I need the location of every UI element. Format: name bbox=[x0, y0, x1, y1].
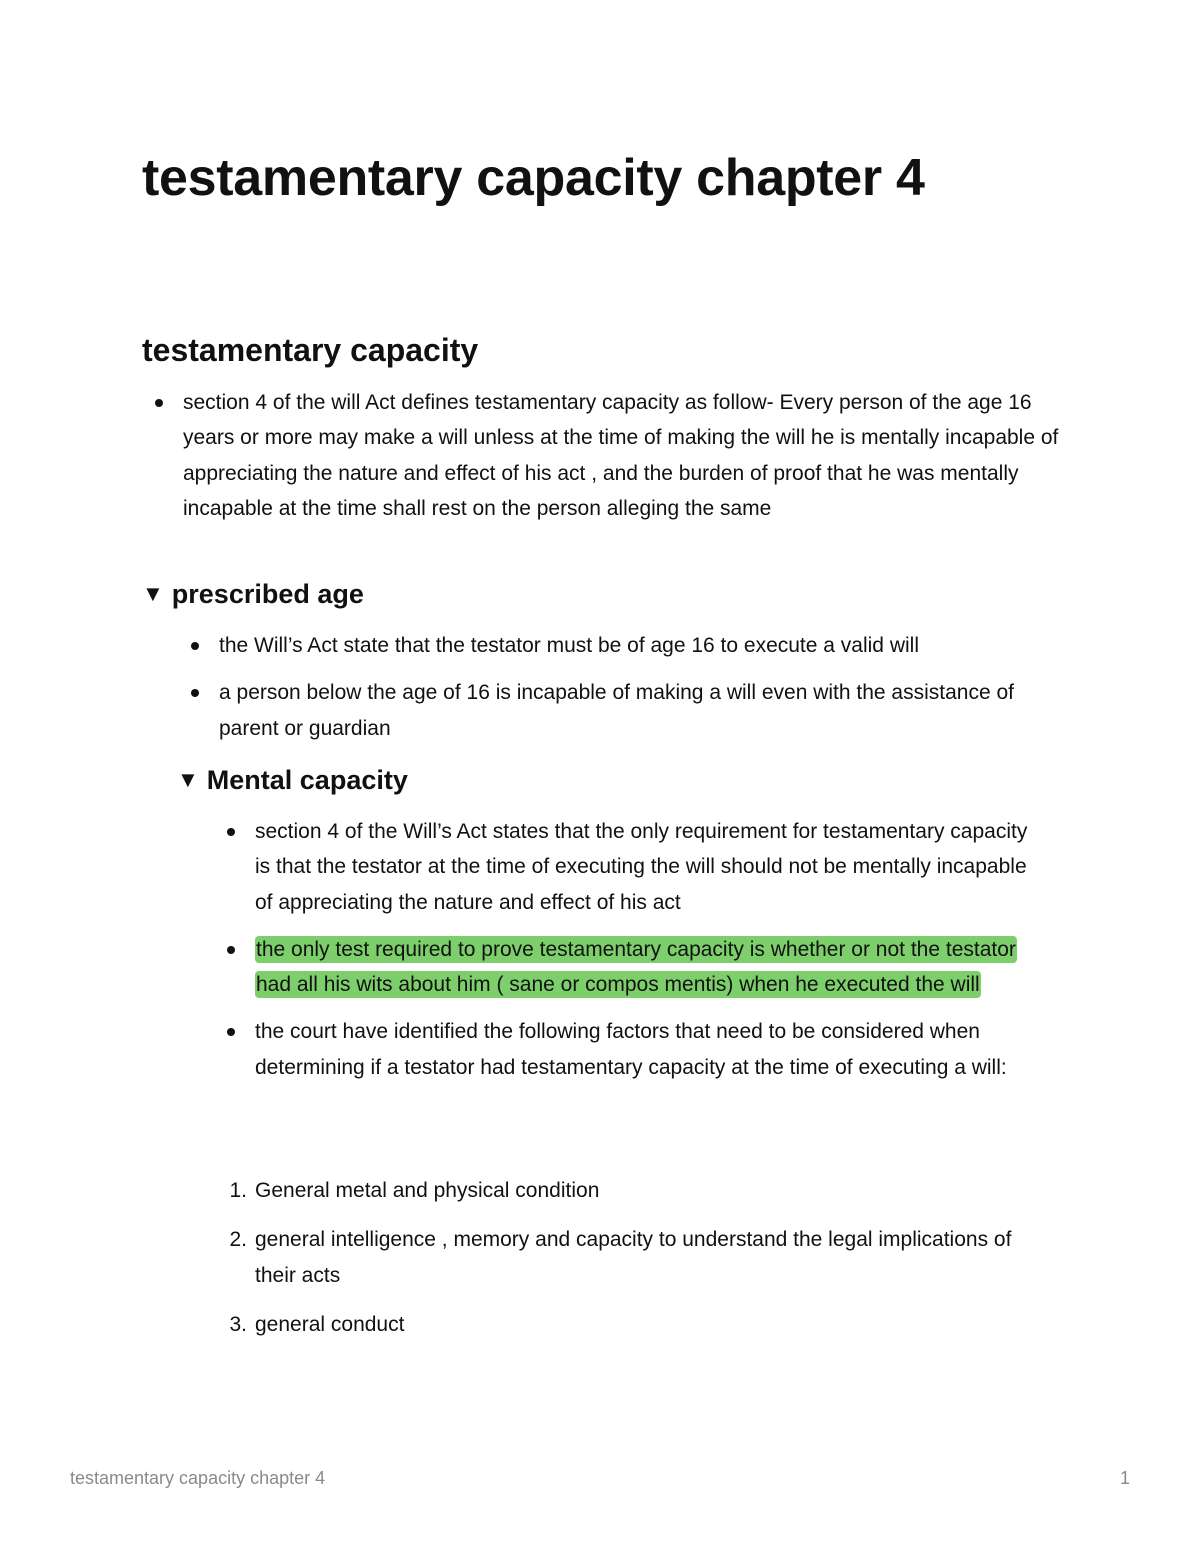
bullet-text: the court have identified the following factors that need to be considered when determining if a testator had testamentary capacity at the time of executing a will: bbox=[255, 1020, 1007, 1079]
footer-title: testamentary capacity chapter 4 bbox=[70, 1468, 326, 1488]
bullet-text: section 4 of the Will’s Act states that the only requirement for testamentary capacity is that the testator at the time of executing the will should not be mentally incapable of appreciating the nature and effect of his act bbox=[255, 820, 1028, 914]
list-item bbox=[183, 385, 1063, 526]
toggle-arrow-icon[interactable]: ▼ bbox=[142, 581, 164, 606]
page-title: testamentary capacity chapter 4 bbox=[142, 149, 925, 207]
list-item bbox=[255, 932, 1045, 1003]
testamentary-capacity-bullets bbox=[183, 385, 1063, 526]
list-number: 3. bbox=[229, 1312, 247, 1336]
list-item bbox=[229, 1222, 1015, 1293]
list-text: general conduct bbox=[255, 1312, 405, 1336]
bullet-icon bbox=[227, 1028, 235, 1036]
list-item bbox=[219, 675, 1019, 746]
toggle-prescribed-age[interactable] bbox=[142, 576, 364, 612]
toggle-arrow-icon[interactable]: ▼ bbox=[177, 767, 199, 792]
list-text: general intelligence , memory and capacity to understand the legal implications of their acts bbox=[255, 1228, 1012, 1287]
list-text: General metal and physical condition bbox=[255, 1179, 600, 1202]
bullet-text: a person below the age of 16 is incapable of making a will even with the assistance of parent or guardian bbox=[219, 681, 1014, 740]
bullet-icon bbox=[227, 946, 235, 954]
list-item bbox=[219, 628, 1019, 663]
list-item bbox=[229, 1307, 1015, 1342]
toggle-heading-label: Mental capacity bbox=[206, 765, 408, 795]
list-number: 2. bbox=[229, 1228, 247, 1252]
list-item bbox=[255, 1014, 1045, 1085]
list-item bbox=[229, 1173, 1015, 1208]
section-heading-testamentary-capacity: testamentary capacity bbox=[142, 332, 479, 368]
bullet-icon bbox=[191, 642, 199, 650]
bullet-text: the Will’s Act state that the testator must be of age 16 to execute a valid will bbox=[219, 634, 919, 657]
toggle-mental-capacity[interactable] bbox=[177, 762, 408, 798]
mental-capacity-bullets bbox=[255, 814, 1045, 1085]
bullet-icon bbox=[191, 689, 199, 697]
bullet-icon bbox=[155, 399, 163, 407]
prescribed-age-bullets bbox=[219, 628, 1019, 746]
factors-numbered-list bbox=[229, 1173, 1015, 1342]
bullet-icon bbox=[227, 828, 235, 836]
footer-page-number: 1 bbox=[1119, 1468, 1130, 1488]
highlighted-text: the only test required to prove testamentary capacity is whether or not the testator had all his wits about him ( sane or compos mentis) when he executed the will bbox=[256, 937, 1016, 997]
list-item bbox=[255, 814, 1045, 920]
toggle-heading-label: prescribed age bbox=[171, 579, 364, 609]
list-number: 1. bbox=[229, 1179, 247, 1202]
bullet-text: section 4 of the will Act defines testamentary capacity as follow- Every person of the age 16 years or more may make a will unless at the time of making the will he is mentally incapable of appreciating the nature and effect of his act , and the burden of proof that he was mentally incapable at the time shall rest on the person alleging the same bbox=[183, 391, 1059, 520]
